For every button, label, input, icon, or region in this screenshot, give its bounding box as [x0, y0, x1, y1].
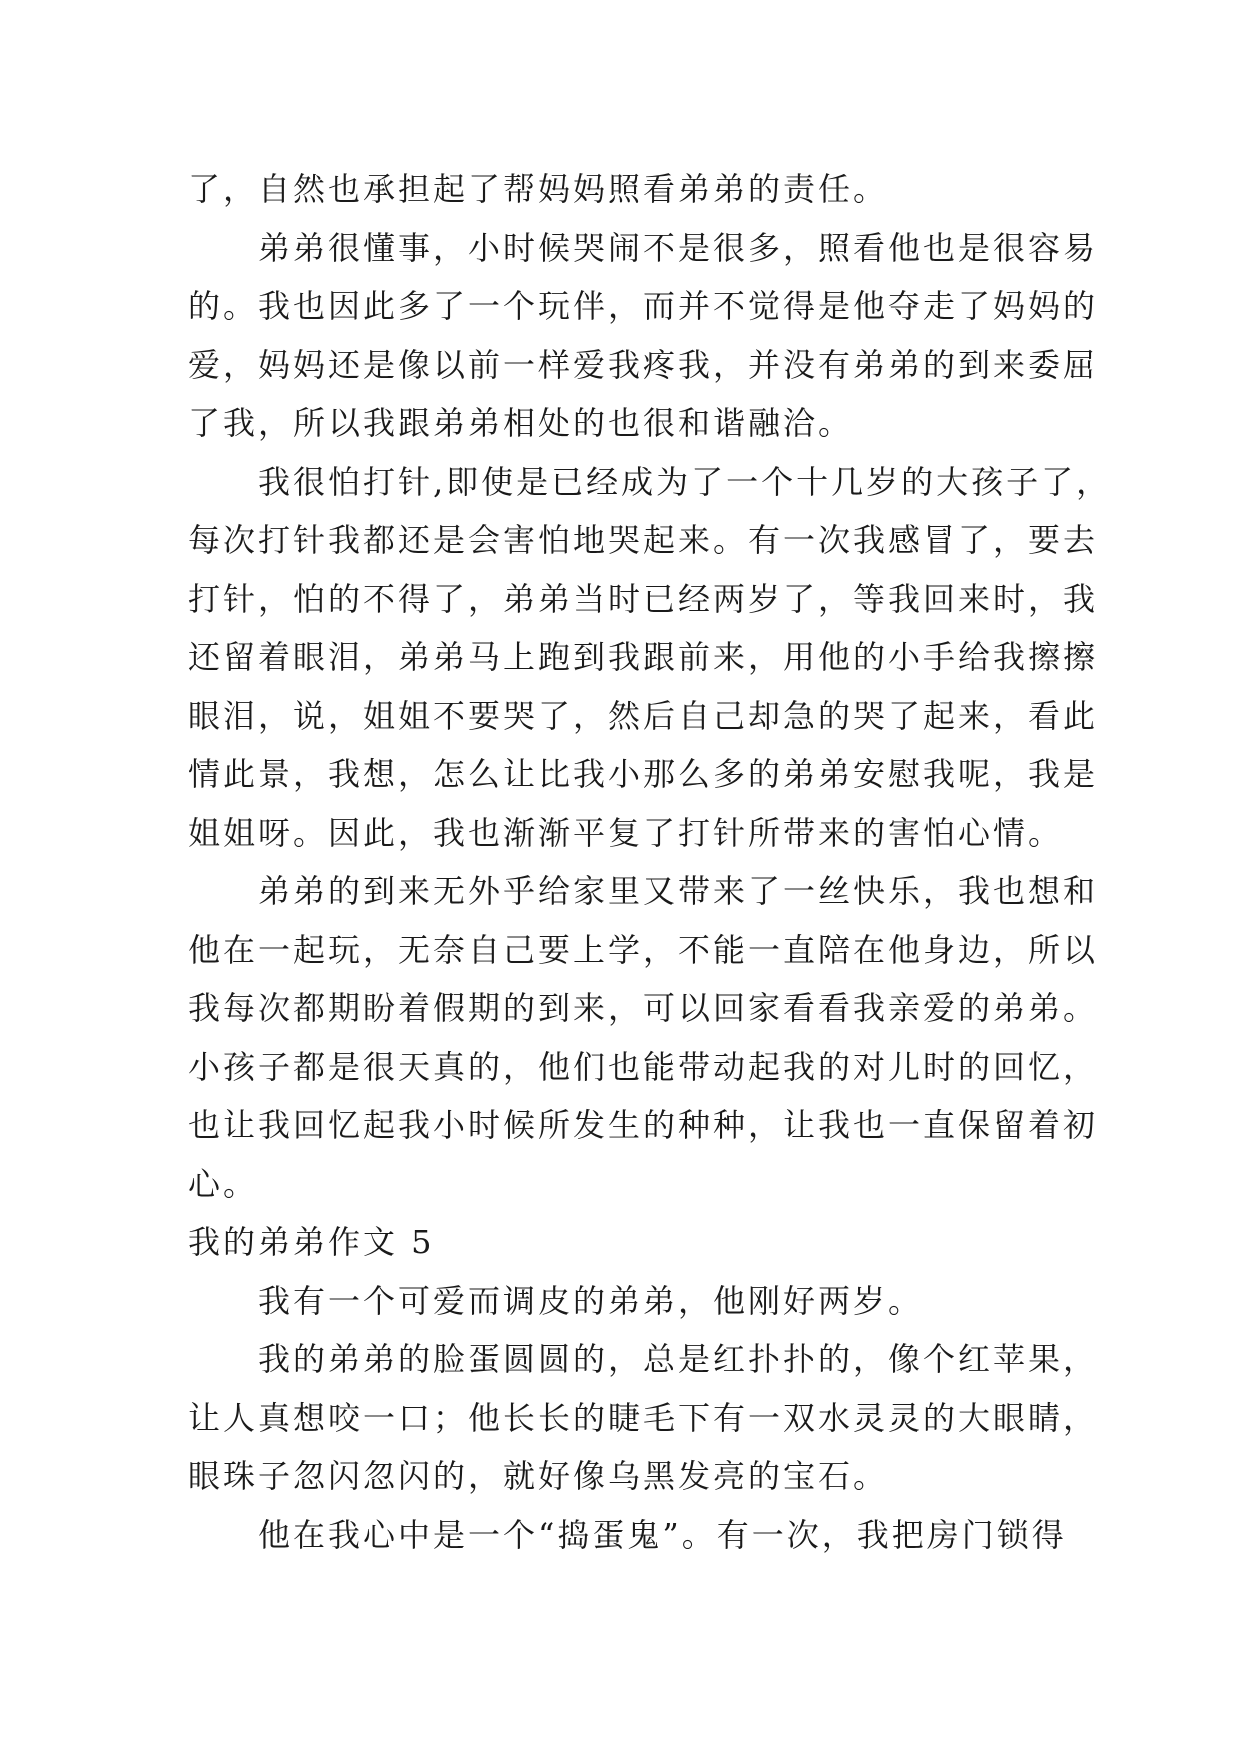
text-line: 爱，妈妈还是像以前一样爱我疼我，并没有弟弟的到来委屈	[188, 345, 1099, 384]
text-line: 每次打针我都还是会害怕地哭起来。有一次我感冒了，要去	[188, 521, 1099, 559]
text-line: 他在一起玩，无奈自己要上学，不能一直陪在他身边，所以	[188, 930, 1099, 969]
text-line: 眼泪，说，姐姐不要哭了，然后自己却急的哭了起来，看此	[188, 696, 1099, 735]
text-line: 我的弟弟的脸蛋圆圆的，总是红扑扑的，像个红苹果，	[258, 1340, 1099, 1378]
text-line: 心。	[188, 1164, 259, 1203]
text-line: 让人真想咬一口；他长长的睫毛下有一双水灵灵的大眼睛，	[188, 1398, 1099, 1437]
text-line: 他在我心中是一个“捣蛋鬼”。有一次，我把房门锁得	[258, 1515, 1067, 1554]
text-line: 的。我也因此多了一个玩伴，而并不觉得是他夺走了妈妈的	[188, 287, 1099, 325]
section-heading: 我的弟弟作文 5	[188, 1223, 435, 1261]
text-line: 姐姐呀。因此，我也渐渐平复了打针所带来的害怕心情。	[188, 813, 1064, 852]
text-line: 弟弟的到来无外乎给家里又带来了一丝快乐，我也想和	[258, 872, 1099, 910]
document-body	[188, 160, 1112, 1564]
text-line: 我每次都期盼着假期的到来，可以回家看看我亲爱的弟弟。	[188, 989, 1099, 1027]
text-line: 我很怕打针,即使是已经成为了一个十几岁的大孩子了，	[258, 462, 1112, 501]
text-line: 打针，怕的不得了，弟弟当时已经两岁了，等我回来时，我	[188, 579, 1099, 618]
text-line: 眼珠子忽闪忽闪的，就好像乌黑发亮的宝石。	[188, 1457, 889, 1495]
text-line: 情此景，我想，怎么让比我小那么多的弟弟安慰我呢，我是	[188, 755, 1099, 793]
text-line: 小孩子都是很天真的，他们也能带动起我的对儿时的回忆，	[188, 1047, 1099, 1086]
text-line: 也让我回忆起我小时候所发生的种种，让我也一直保留着初	[188, 1106, 1099, 1144]
text-line: 了我，所以我跟弟弟相处的也很和谐融洽。	[188, 404, 854, 442]
text-line: 还留着眼泪，弟弟马上跑到我跟前来，用他的小手给我擦擦	[188, 638, 1099, 676]
text-line: 我有一个可爱而调皮的弟弟，他刚好两岁。	[258, 1281, 924, 1320]
text-line: 弟弟很懂事，小时候哭闹不是很多，照看他也是很容易	[258, 228, 1099, 267]
text-line: 了，自然也承担起了帮妈妈照看弟弟的责任。	[188, 170, 889, 208]
